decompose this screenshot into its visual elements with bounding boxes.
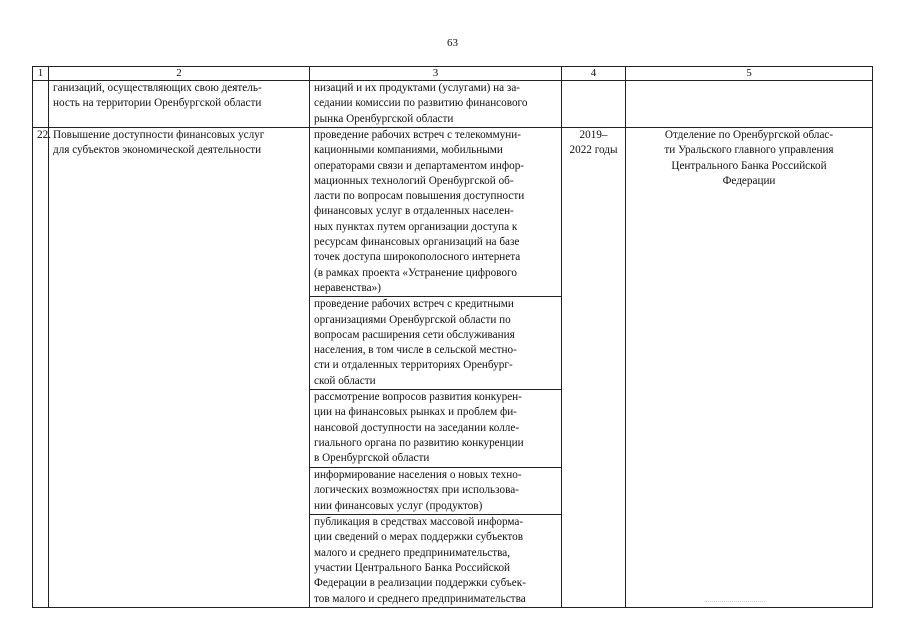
- text-line: гиального органа по развитию конкуренции: [314, 436, 524, 449]
- row-number-cell: [33, 81, 49, 128]
- text-line: проведение рабочих встреч с телекоммуни-: [314, 129, 521, 141]
- text-line: нансовой доступности на заседании колле-: [314, 421, 520, 434]
- text-line: малого и среднего предпринимательства,: [314, 546, 511, 559]
- text-line: Отделение по Оренбургской облас-: [664, 129, 834, 141]
- text-line: седании комиссии по развитию финансового: [314, 97, 528, 110]
- text-line: ресурсам финансовых организаций на базе: [314, 236, 520, 249]
- text-line: ных пунктах путем организации доступа к: [314, 220, 518, 233]
- text-line: для субъектов экономической деятельности: [53, 144, 262, 157]
- text-line: операторами связи и департаментом инфор-: [314, 159, 525, 172]
- text-line: кационными компаниями, мобильными: [314, 144, 503, 157]
- text-line: организациями Оренбургской области по: [314, 313, 511, 326]
- executor-cell: [626, 81, 873, 128]
- text-line: точек доступа широкополосного интернета: [314, 251, 521, 264]
- text-line: Федерации: [722, 174, 776, 187]
- text-line: в Оренбургской области: [314, 452, 430, 465]
- text-line: публикация в средствах массовой информа-: [314, 516, 524, 529]
- term-cell: [562, 81, 626, 128]
- text-line: Центрального Банка Российской: [671, 159, 827, 172]
- document-table: [32, 66, 873, 608]
- column-number-4: 4: [562, 67, 626, 81]
- text-line: ти Уральского главного управления: [664, 144, 834, 157]
- text-line: участии Центрального Банка Российской: [314, 561, 511, 574]
- column-number-3: 3: [310, 67, 562, 81]
- text-line: финансовых услуг в отдаленных населен-: [314, 205, 514, 218]
- table-row-continuation: [33, 81, 873, 128]
- column-number-5: 5: [626, 67, 873, 81]
- text-line: 2022 годы: [569, 144, 618, 157]
- scan-artifact: [705, 601, 765, 603]
- executor-cell: [626, 128, 873, 608]
- action-cell: [310, 390, 562, 468]
- column-number-1: 1: [33, 67, 49, 81]
- action-cell: [310, 468, 562, 515]
- action-cell: [310, 128, 562, 297]
- column-number-2: 2: [49, 67, 310, 81]
- text-line: ность на территории Оренбургской области: [53, 97, 262, 110]
- text-line: рассмотрение вопросов развития конкурен-: [314, 391, 522, 404]
- term-cell: [562, 128, 626, 608]
- text-line: проведение рабочих встреч с кредитными: [314, 298, 514, 311]
- table-row-22: [33, 128, 873, 297]
- text-line: логических возможностях при использова-: [314, 484, 519, 497]
- row-number-cell: 22.: [33, 128, 49, 608]
- text-line: информирование населения о новых техно-: [314, 469, 522, 482]
- action-cell: [310, 515, 562, 608]
- text-line: рынка Оренбургской области: [314, 112, 454, 125]
- measure-name-cell: [49, 81, 310, 128]
- text-line: вопросам расширения сети обслуживания: [314, 328, 515, 341]
- text-line: неравенства»): [314, 281, 381, 294]
- action-cell: [310, 297, 562, 390]
- text-line: нии финансовых услуг (продуктов): [314, 499, 483, 512]
- text-line: 2019–: [579, 129, 608, 141]
- text-line: низаций и их продуктами (услугами) на за-: [314, 82, 521, 94]
- text-line: (в рамках проекта «Устранение цифрового: [314, 266, 517, 279]
- text-line: Федерации в реализации поддержки субъек-: [314, 577, 526, 590]
- text-line: ской области: [314, 374, 376, 387]
- text-line: мационных технологий Оренбургской об-: [314, 174, 514, 187]
- text-line: ганизаций, осуществляющих свою деятель-: [53, 82, 262, 94]
- page-number: 63: [447, 37, 458, 49]
- text-line: ласти по вопросам повышения доступности: [314, 190, 525, 203]
- text-line: населения, в том числе в сельской местно-: [314, 344, 517, 357]
- text-line: Повышение доступности финансовых услуг: [53, 129, 265, 141]
- text-line: тов малого и среднего предпринимательства: [314, 592, 526, 605]
- action-cell: [310, 81, 562, 128]
- measure-name-cell: [49, 128, 310, 608]
- text-line: сти и отдаленных территориях Оренбург-: [314, 359, 513, 372]
- table-header-row: [33, 67, 873, 81]
- text-line: ции на финансовых рынках и проблем фи-: [314, 406, 517, 419]
- text-line: ции сведений о мерах поддержки субъектов: [314, 531, 524, 544]
